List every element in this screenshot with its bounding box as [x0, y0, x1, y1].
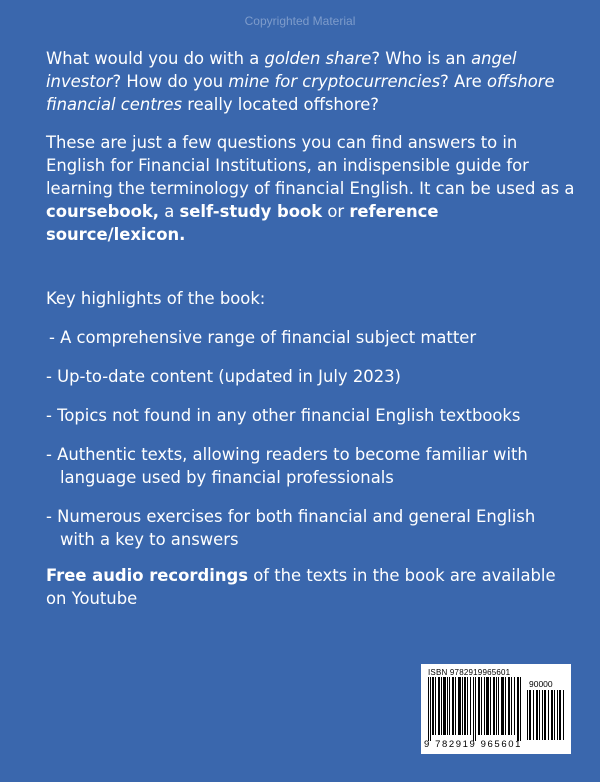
key-highlights-heading: Key highlights of the book:	[46, 289, 266, 308]
highlight-line: - Numerous exercises for both financial and general English	[46, 507, 536, 526]
back-cover-text	[46, 47, 576, 610]
copyright-watermark: Copyrighted Material	[244, 14, 356, 28]
audio-text: of the texts in the book are available on Youtube	[46, 566, 556, 608]
highlight-line: - Authentic texts, allowing readers to become familiar with	[46, 445, 528, 464]
description-text-3: or	[322, 202, 350, 221]
price-code: 90000	[529, 679, 553, 689]
barcode-bars-icon	[428, 677, 523, 741]
highlight-item: - A comprehensive range of financial subject matter	[49, 328, 477, 347]
intro-text-5: really located offshore?	[182, 95, 379, 114]
isbn-label: ISBN 9782919965601	[428, 668, 511, 677]
isbn-barcode	[421, 664, 571, 754]
barcode-digits: 9 782919 965601	[424, 739, 522, 750]
intro-text-3: ? How do you	[112, 72, 229, 91]
highlight-line: with a key to answers	[60, 530, 239, 549]
term-offshore-centres: offshore financial centres	[46, 72, 555, 114]
addon-barcode-icon	[527, 690, 565, 740]
audio-bold: Free audio recordings	[46, 566, 248, 585]
highlight-item	[46, 443, 576, 489]
term-mine-crypto: mine for cryptocurrencies	[228, 72, 441, 91]
reference-bold: reference source/lexicon.	[46, 202, 439, 244]
intro-text-1: What would you do with a	[46, 49, 265, 68]
intro-text-2: ? Who is an	[371, 49, 472, 68]
description-text-1: These are just a few questions you can find answers to in English for Financial Institutions, an indispensible guide for learning the terminology of financial English. It can be used as a	[46, 133, 575, 198]
coursebook-bold: coursebook,	[46, 202, 159, 221]
term-angel-investor: angel investor	[46, 49, 517, 91]
intro-paragraph	[46, 47, 576, 116]
highlight-item	[46, 505, 576, 551]
highlight-item: - Topics not found in any other financial English textbooks	[46, 406, 521, 425]
intro-text-4: ? Are	[440, 72, 487, 91]
highlight-line: language used by financial professionals	[60, 468, 394, 487]
self-study-bold: self-study book	[179, 202, 323, 221]
term-golden-share: golden share	[264, 49, 372, 68]
description-paragraph	[46, 131, 576, 246]
highlight-item: - Up-to-date content (updated in July 2023)	[46, 367, 401, 386]
audio-paragraph	[46, 564, 576, 610]
description-text-2: a	[158, 202, 180, 221]
